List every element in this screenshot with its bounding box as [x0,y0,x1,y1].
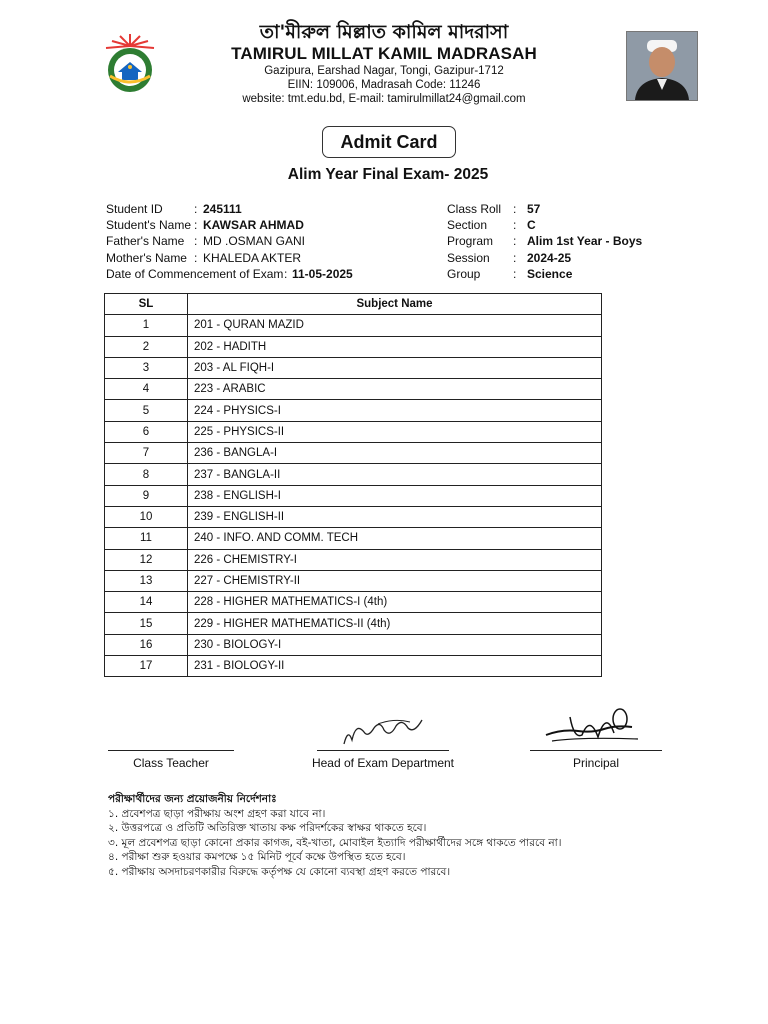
madrasah-address: Gazipura, Earshad Nagar, Tongi, Gazipur-1712 [264,65,504,77]
subject-name-cell: 239 - ENGLISH-II [188,506,602,527]
table-row [105,506,602,527]
subject-name-cell: 225 - PHYSICS-II [188,421,602,442]
sl-cell: 15 [105,613,188,634]
colon: : [284,267,288,281]
colon: : [513,218,517,232]
instructions-block [108,792,708,879]
table-row [105,379,602,400]
exam-date-label: Date of Commencement of Exam [106,267,284,281]
subject-name-cell: 227 - CHEMISTRY-II [188,570,602,591]
sl-cell: 6 [105,421,188,442]
principal-signature-line [530,750,662,751]
sl-cell: 5 [105,400,188,421]
sl-cell: 7 [105,443,188,464]
program-value: Alim 1st Year - Boys [527,234,643,248]
group-label: Group [447,267,481,281]
subject-name-cell: 229 - HIGHER MATHEMATICS-II (4th) [188,613,602,634]
colon: : [513,251,517,265]
table-row [105,336,602,357]
sl-cell: 12 [105,549,188,570]
subject-name-cell: 236 - BANGLA-I [188,443,602,464]
student-name-value: KAWSAR AHMAD [203,218,304,232]
colon: : [194,202,198,216]
subject-name-cell: 228 - HIGHER MATHEMATICS-I (4th) [188,592,602,613]
class-teacher-label: Class Teacher [133,756,209,770]
sl-cell: 1 [105,315,188,336]
madrasah-contact: website: tmt.edu.bd, E-mail: tamirulmillat24@gmail.com [242,93,526,105]
instruction-item: ১. প্রবেশপত্র ছাড়া পরীক্ষায় অংশ গ্রহণ করা যাবে না। [108,807,326,820]
mother-name-value: KHALEDA AKTER [203,251,302,265]
table-row [105,357,602,378]
exam-date-value: 11-05-2025 [292,267,353,281]
section-value: C [527,218,536,232]
sl-header: SL [105,294,188,315]
subject-name-cell: 203 - AL FIQH-I [188,357,602,378]
subject-name-cell: 201 - QURAN MAZID [188,315,602,336]
head-exam-signature [338,710,428,750]
subject-name-cell: 240 - INFO. AND COMM. TECH [188,528,602,549]
father-name-value: MD .OSMAN GANI [203,234,306,248]
sl-cell: 8 [105,464,188,485]
instruction-item: ৩. মূল প্রবেশপত্র ছাড়া কোনো প্রকার কাগজ, বই-খাতা, মোবাইল ইত্যাদি পরীক্ষার্থীদের সঙ্গে থাকতে পারবে না। [108,836,562,849]
subject-name-header: Subject Name [188,294,602,315]
instruction-item: ৫. পরীক্ষায় অসদাচরণকারীর বিরুদ্ধে কর্তৃপক্ষ যে কোনো ব্যবস্থা গ্রহণ করতে পারবে। [108,865,451,878]
subject-name-cell: 226 - CHEMISTRY-I [188,549,602,570]
admit-card-title: Admit Card [322,126,456,158]
colon: : [194,218,198,232]
sl-cell: 14 [105,592,188,613]
instruction-item: ৪. পরীক্ষা শুরু হওয়ার কমপক্ষে ১৫ মিনিট পূর্বে কক্ষে উপস্থিত হতে হবে। [108,851,406,863]
mother-name-label: Mother's Name [106,251,187,265]
madrasah-name-english: TAMIRUL MILLAT KAMIL MADRASAH [231,44,537,63]
sl-cell: 9 [105,485,188,506]
subject-name-cell: 224 - PHYSICS-I [188,400,602,421]
table-row [105,421,602,442]
table-row [105,443,602,464]
principal-label: Principal [572,756,620,770]
table-header-row [105,294,602,315]
sl-cell: 16 [105,634,188,655]
section-label: Section [447,218,488,232]
principal-signature [542,705,642,749]
sl-cell: 11 [105,528,188,549]
subject-name-cell: 223 - ARABIC [188,379,602,400]
table-row [105,634,602,655]
madrasah-name-bangla: তা'মীরুল মিল্লাত কামিল মাদরাসা [259,21,509,43]
table-row [105,656,602,677]
table-row [105,528,602,549]
table-row [105,464,602,485]
program-label: Program [447,234,494,248]
sl-cell: 13 [105,570,188,591]
table-row [105,592,602,613]
colon: : [513,202,517,216]
session-value: 2024-25 [527,251,572,265]
student-photo [626,31,698,101]
table-row [105,570,602,591]
sl-cell: 3 [105,357,188,378]
subject-name-cell: 230 - BIOLOGY-I [188,634,602,655]
colon: : [513,234,517,248]
subjects-table [104,293,602,677]
student-id-value: 245111 [203,202,242,216]
table-row [105,549,602,570]
class-teacher-signature-line [108,750,234,751]
class-roll-label: Class Roll [447,202,502,216]
student-id-label: Student ID [106,202,163,216]
session-label: Session [447,251,490,265]
instruction-item: ২. উত্তরপত্রে ও প্রতিটি অতিরিক্ত খাতায় কক্ষ পরিদর্শকের স্বাক্ষর থাকতে হবে। [108,822,427,834]
colon: : [194,251,198,265]
sl-cell: 10 [105,506,188,527]
head-exam-label: Head of Exam Department [311,756,455,770]
subject-name-cell: 237 - BANGLA-II [188,464,602,485]
table-row [105,315,602,336]
group-value: Science [527,267,573,281]
instructions-title: পরীক্ষার্থীদের জন্য প্রয়োজনীয় নির্দেশনাঃ [108,793,277,805]
table-row [105,400,602,421]
table-row [105,613,602,634]
head-exam-signature-line [317,750,449,751]
student-name-label: Student's Name [106,218,192,232]
sl-cell: 4 [105,379,188,400]
subject-name-cell: 231 - BIOLOGY-II [188,656,602,677]
sl-cell: 17 [105,656,188,677]
colon: : [513,267,517,281]
subjects-table-body [105,315,602,677]
class-roll-value: 57 [527,202,541,216]
table-row [105,485,602,506]
colon: : [194,234,198,248]
exam-title: Alim Year Final Exam- 2025 [287,166,489,183]
father-name-label: Father's Name [106,234,185,248]
madrasah-codes: EIIN: 109006, Madrasah Code: 11246 [287,79,481,91]
subject-name-cell: 202 - HADITH [188,336,602,357]
sl-cell: 2 [105,336,188,357]
subject-name-cell: 238 - ENGLISH-I [188,485,602,506]
